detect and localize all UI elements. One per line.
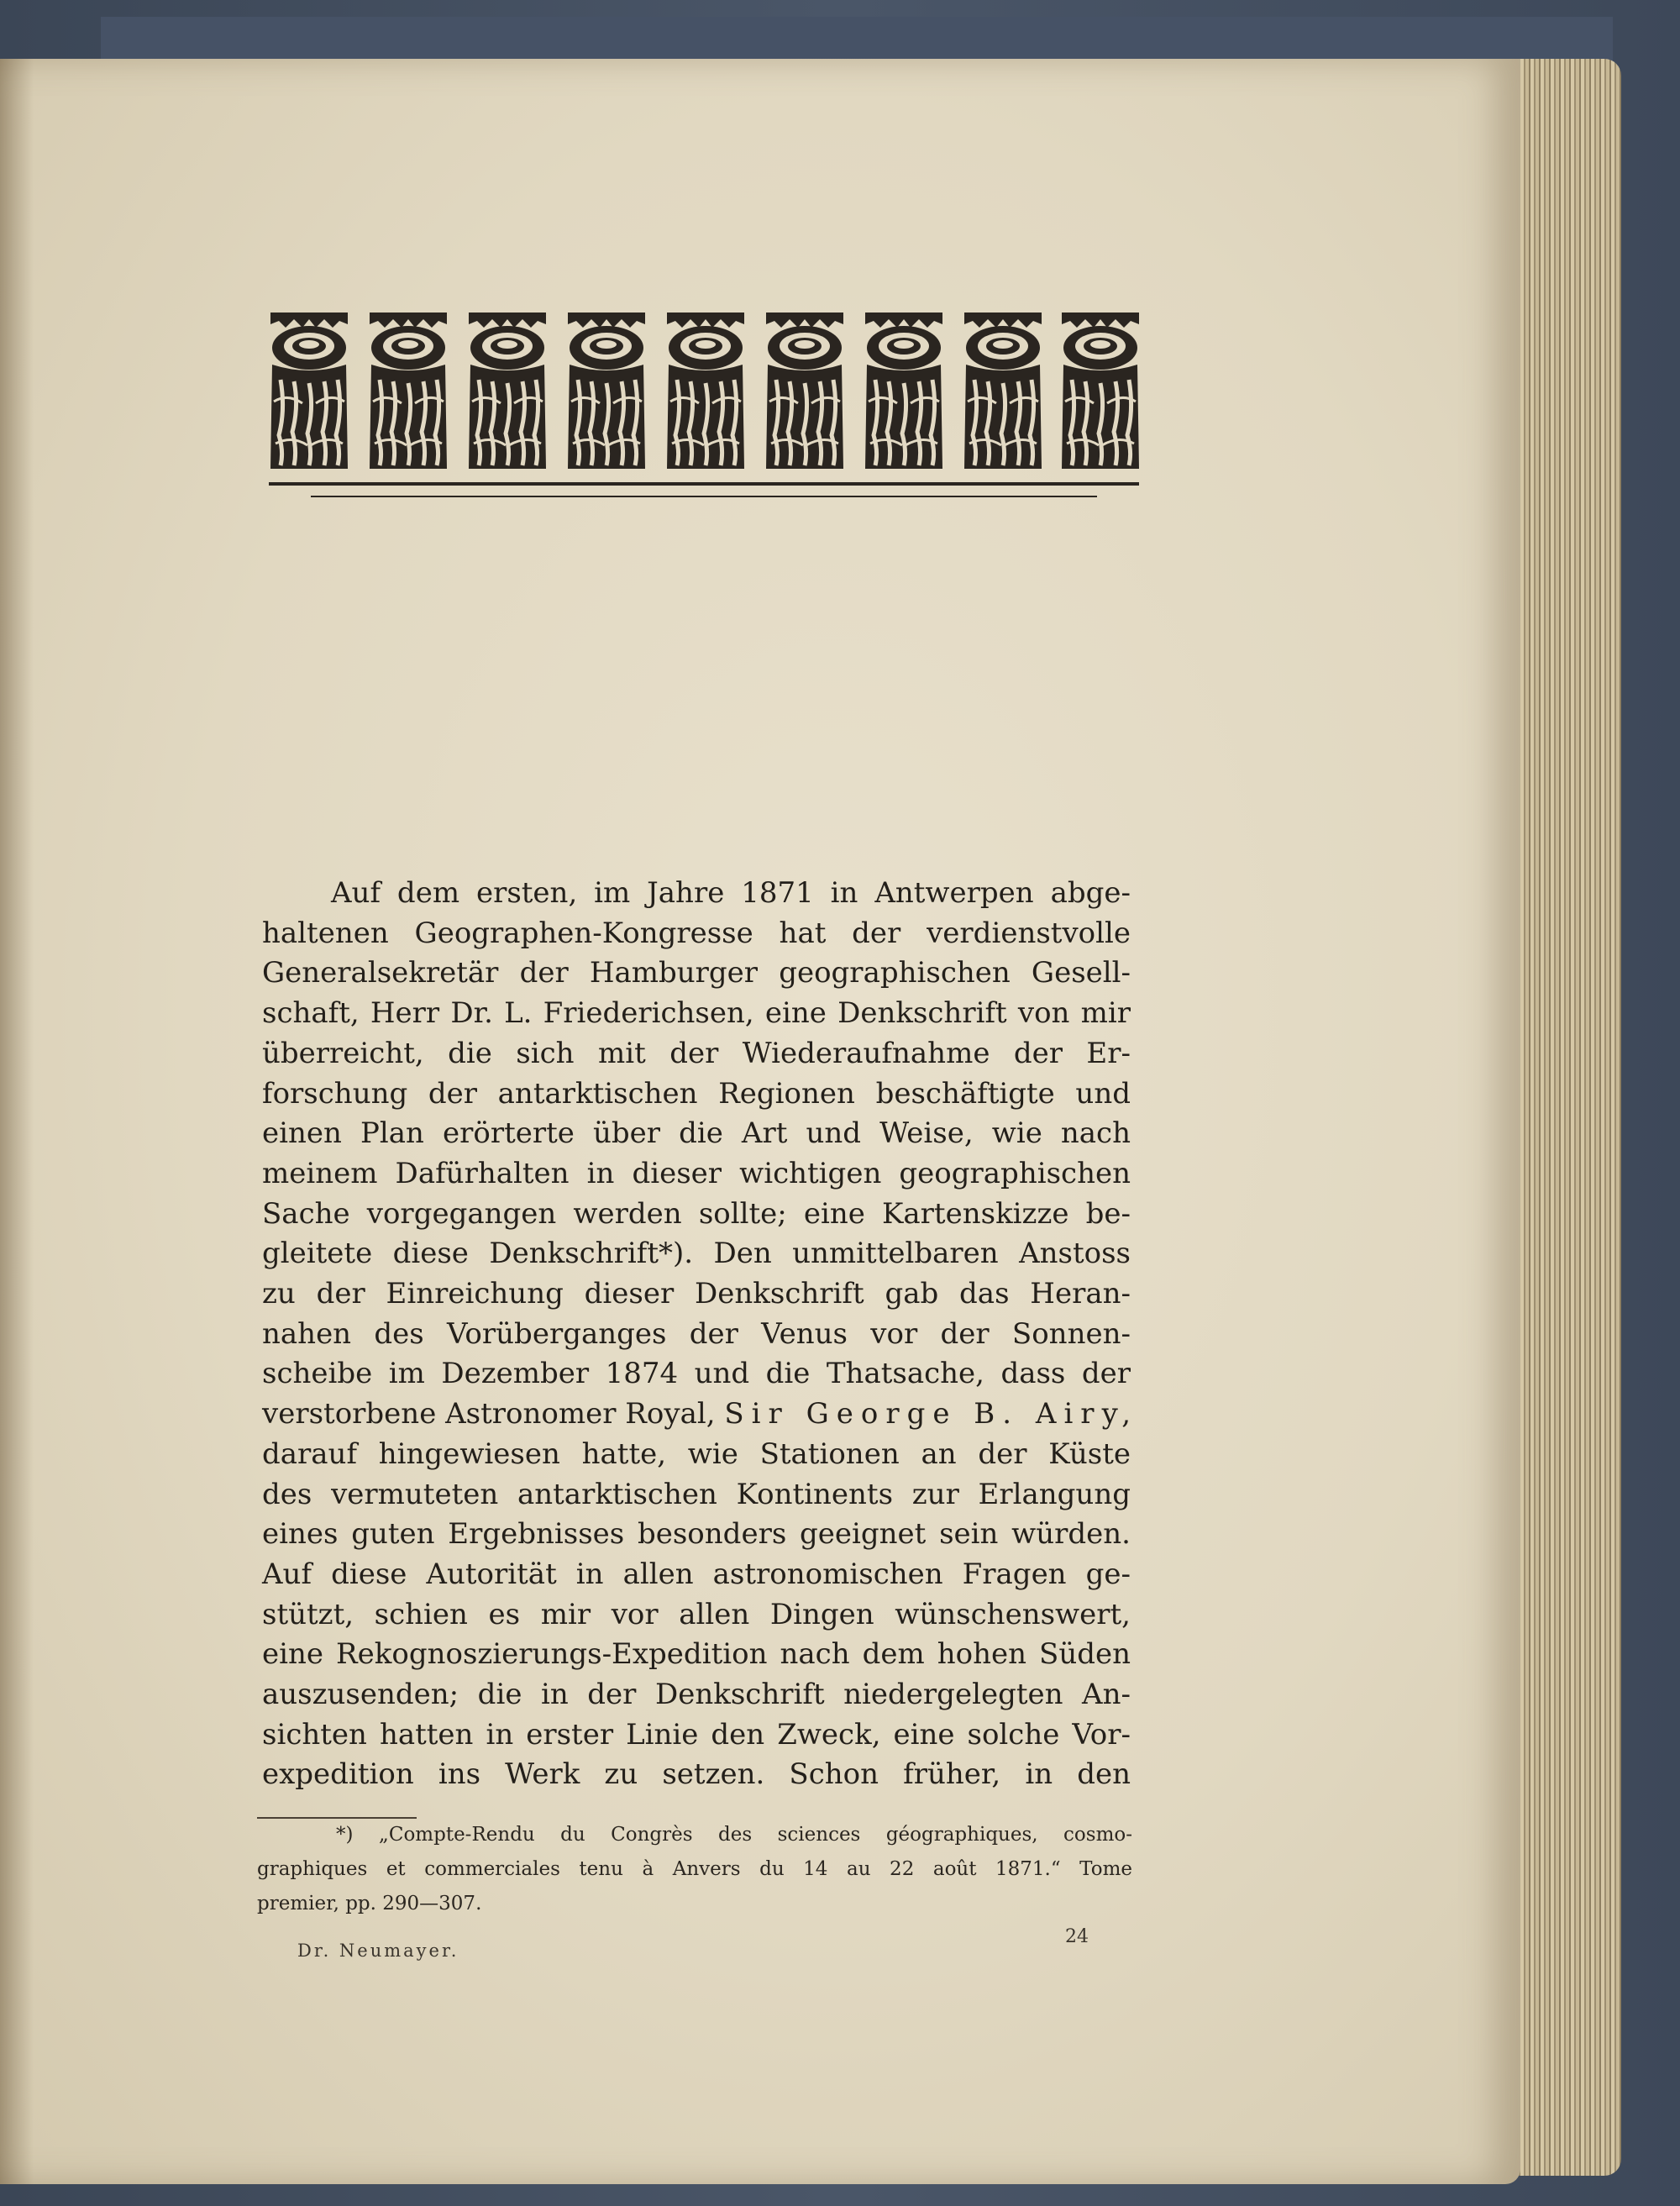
- ornament-tile: [568, 313, 645, 469]
- body-line: des vermuteten antarktischen Kontinents zur Erlangung: [262, 1477, 1131, 1511]
- author-signature: Dr. Neumayer.: [297, 1941, 459, 1961]
- body-line: haltenen Geographen-Kongresse hat der verdienstvolle: [262, 916, 1131, 950]
- body-line: gleitete diese Denkschrift*). Den unmittelbaren Anstoss: [262, 1237, 1131, 1271]
- body-paragraph: [262, 874, 1139, 1795]
- body-line: scheibe im Dezember 1874 und die Thatsache, dass der: [262, 1357, 1131, 1391]
- body-line: Sache vorgegangen werden sollte; eine Kartenskizze be-: [262, 1196, 1131, 1231]
- body-line: forschung der antarktischen Regionen beschäftigte und: [262, 1076, 1131, 1111]
- footnote-line: *) „Compte-Rendu du Congrès des sciences géographiques, cosmo-: [336, 1824, 1132, 1846]
- ornament-tile: [865, 313, 942, 469]
- footnote-line: premier, pp. 290—307.: [257, 1893, 482, 1914]
- body-line: Auf diese Autorität in allen astronomischen Fragen ge-: [262, 1557, 1131, 1591]
- body-line: eine Rekognoszierungs-Expedition nach dem hohen Süden: [262, 1637, 1131, 1672]
- body-line: darauf hingewiesen hatte, wie Stationen an der Küste: [262, 1437, 1131, 1471]
- footnote-line: graphiques et commerciales tenu à Anvers du 14 au 22 août 1871.“ Tome: [257, 1858, 1132, 1880]
- body-line: einen Plan erörterte über die Art und Weise, wie nach: [262, 1116, 1131, 1151]
- body-line: Generalsekretär der Hamburger geographischen Gesell-: [262, 956, 1131, 990]
- body-line: überreicht, die sich mit der Wiederaufnahme der Er-: [262, 1036, 1131, 1070]
- body-line: nahen des Vorüberganges der Venus vor der Sonnen-: [262, 1316, 1131, 1351]
- gutter-shadow: [0, 59, 34, 2184]
- body-line: schaft, Herr Dr. L. Friederichsen, eine Denkschrift von mir: [262, 996, 1131, 1031]
- ornament-rule-thin: [311, 496, 1097, 497]
- body-line: Auf dem ersten, im Jahre 1871 in Antwerpen abge-: [331, 876, 1131, 910]
- ornament-tile: [766, 313, 843, 469]
- ornament-tile: [270, 313, 348, 469]
- ornament-tile: [964, 313, 1042, 469]
- ornament-rule-thick: [269, 482, 1139, 486]
- body-line-prefix: verstorbene Astronomer Royal,: [262, 1397, 716, 1431]
- ornament-tile: [469, 313, 546, 469]
- body-line-with-name: [262, 1395, 1139, 1435]
- ornament-tile: [370, 313, 447, 469]
- body-line: meinem Dafürhalten in dieser wichtigen geographischen: [262, 1156, 1131, 1190]
- body-line: expedition ins Werk zu setzen. Schon früher, in den: [262, 1757, 1131, 1792]
- body-line: eines guten Ergebnisses besonders geeignet sein würden.: [262, 1517, 1131, 1552]
- astronomer-name: Sir George B. Airy,: [724, 1397, 1139, 1431]
- body-line: auszusenden; die in der Denkschrift niedergelegten An-: [262, 1678, 1131, 1712]
- body-line: zu der Einreichung dieser Denkschrift gab das Heran-: [262, 1277, 1131, 1311]
- body-line: stützt, schien es mir vor allen Dingen wünschenswert,: [262, 1597, 1131, 1631]
- footnote: [257, 1818, 1132, 1921]
- ornament-tile: [667, 313, 744, 469]
- page-number: 24: [1065, 1926, 1089, 1947]
- ornament-tile: [1062, 313, 1139, 469]
- decorative-ornament-header: [267, 309, 1141, 477]
- body-line: sichten hatten in erster Linie den Zweck, eine solche Vor-: [262, 1717, 1131, 1752]
